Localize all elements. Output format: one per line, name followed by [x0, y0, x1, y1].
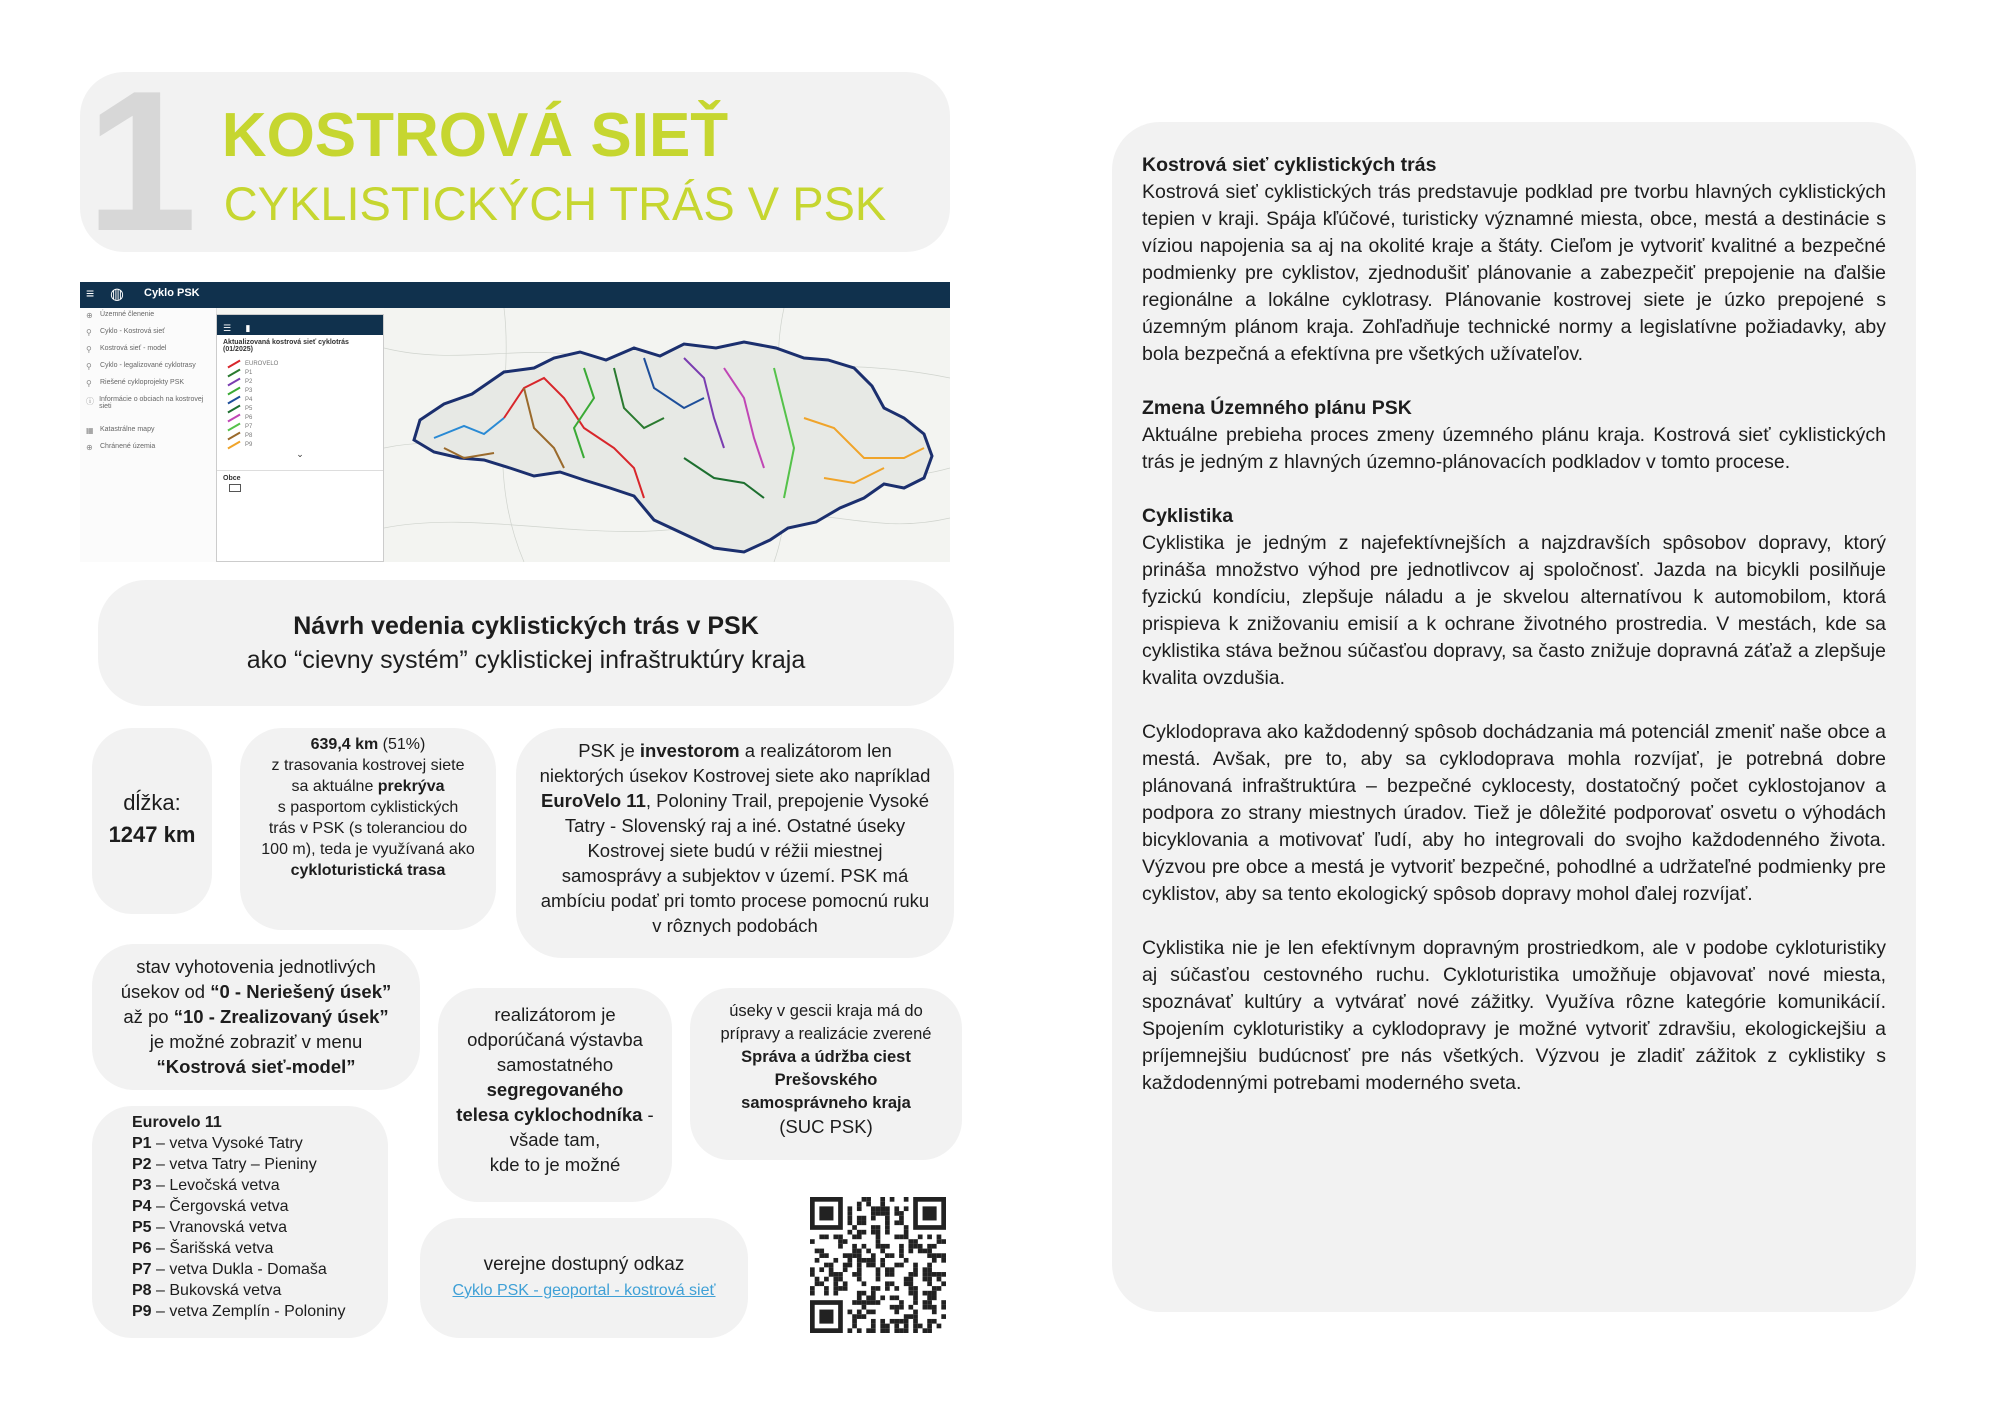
investor-text: a realizátorom len: [739, 740, 892, 761]
status-text: je možné zobraziť v menu: [149, 1031, 363, 1052]
map-sidebar: [80, 308, 217, 562]
overlap-text: sa aktuálne: [291, 778, 378, 795]
branch-item: [132, 1133, 388, 1154]
navrh-card: [98, 580, 954, 706]
legend-item[interactable]: [217, 431, 383, 440]
status-text-bold: “Kostrová sieť-model”: [156, 1056, 356, 1077]
overlap-text: 100 m), teda je využívaná ako: [261, 841, 475, 858]
geoportal-link[interactable]: Cyklo PSK - geoportal - kostrová sieť: [452, 1282, 716, 1299]
overlap-text: s pasportom cyklistických: [277, 799, 459, 816]
legend-item[interactable]: [217, 413, 383, 422]
overlap-text: z trasovania kostrovej siete: [271, 757, 465, 774]
sidebar-item-label: Cyklo - Kostrová sieť: [100, 328, 165, 335]
branch-name: – Čergovská vetva: [151, 1198, 289, 1215]
sections-text-bold: samosprávneho kraja: [741, 1094, 911, 1112]
qr-code[interactable]: [810, 1197, 946, 1333]
status-card: [92, 944, 420, 1090]
implementer-text-bold: telesa cyklochodníka: [456, 1104, 643, 1125]
branch-code: P7: [132, 1261, 152, 1278]
bike-icon: ⚲: [86, 379, 92, 388]
branch-code: P9: [132, 1303, 152, 1320]
branch-name: – vetva Tatry – Pieniny: [151, 1156, 317, 1173]
legend-label: P9: [245, 441, 253, 448]
legend-item[interactable]: [217, 377, 383, 386]
implementer-text: samostatného: [496, 1054, 614, 1075]
trash-icon[interactable]: ▮: [245, 323, 251, 333]
sidebar-item[interactable]: [80, 440, 216, 457]
legend-line-swatch: [227, 395, 240, 404]
sidebar-item-label: Cyklo - legalizované cyklotrasy: [100, 362, 196, 369]
section-paragraph: Cyklistika je jedným z najefektívnejších a najzdravších spôsobov dopravy, ktorý prináša množstvo výhod pre jednotlivcov aj spoločnosť. Jazda na bicykli posilňuje fyzickú kondíciu, zlepšuje náladu a je skvelou alternatívou k automobilom, ktorá prispieva k znižovaniu emisií a k ochrane životného prostredia. V mestách, kde sa cyklistika stáva bežnou súčasťou dopravy, sa často znižuje dopravná záťaž a zlepšuje kvalita ovzdušia.: [1142, 532, 1886, 689]
sidebar-item[interactable]: [80, 359, 216, 376]
branch-code: P5: [132, 1219, 152, 1236]
map-icon: ▦: [86, 426, 94, 435]
sidebar-item[interactable]: [80, 423, 216, 440]
status-text: úsekov od: [120, 981, 211, 1002]
section-heading: Kostrová sieť cyklistických trás: [1142, 154, 1437, 176]
branch-item: [132, 1196, 388, 1217]
investor-text: Kostrovej siete budú v réžii miestnej: [587, 840, 883, 861]
status-text: stav vyhotovenia jednotlivých: [136, 956, 376, 977]
status-text-bold: “0 - Neriešený úsek”: [210, 981, 392, 1002]
globe-icon: ◍: [110, 286, 124, 303]
branch-name: – Šarišská vetva: [151, 1240, 274, 1257]
legend-label: P1: [245, 369, 253, 376]
sidebar-item[interactable]: [80, 325, 216, 342]
investor-text: PSK je: [578, 740, 640, 761]
branch-name: – vetva Zemplín - Poloniny: [151, 1303, 346, 1320]
legend-item[interactable]: [217, 368, 383, 377]
polygon-swatch-icon: [229, 484, 241, 492]
sections-card: [690, 988, 962, 1160]
section-number: 1: [86, 50, 198, 273]
legend-line-swatch: [227, 422, 240, 431]
legend-item[interactable]: [217, 359, 383, 368]
branch-code: P3: [132, 1177, 152, 1194]
branch-code: P2: [132, 1156, 152, 1173]
legend-label: P2: [245, 378, 253, 385]
overlap-km: 639,4 km: [310, 736, 379, 753]
branch-code: Eurovelo 11: [132, 1114, 222, 1131]
sections-text: prípravy a realizácie zverené: [720, 1025, 932, 1043]
length-label: dĺžka:: [123, 790, 181, 815]
list-icon[interactable]: ☰: [223, 323, 232, 333]
grid-icon: ⊕: [86, 311, 93, 320]
page-title: KOSTROVÁ SIEŤ: [221, 101, 729, 170]
implementer-text: -: [642, 1104, 654, 1125]
app-title: Cyklo PSK: [144, 287, 200, 299]
investor-text: samosprávy a subjektov v území. PSK má: [561, 865, 909, 886]
title-card: [80, 50, 950, 273]
sidebar-item[interactable]: [80, 308, 216, 325]
section-paragraph: Kostrová sieť cyklistických trás predstavuje podklad pre tvorbu hlavných cyklistických tepien v kraji. Spája kľúčové, turisticky významné miesta, obce, mestá a destinácie s víziou napojenia sa aj na okolité kraje a štáty. Cieľom je vytvoriť kvalitné a bezpečné podmienky pre cyklistov, zjednodušiť plánovanie a zabezpečiť prepojenie na ďalšie regionálne a lokálne cyklotrasy. Plánovanie kostrovej siete je úzko prepojené s územným plánom kraja. Zohľadňuje technické normy a legislatívne požiadavky, aby bola bezpečná a efektívna pre všetkých užívateľov.: [1142, 181, 1886, 365]
legend-label: P7: [245, 423, 253, 430]
map-screenshot: [80, 282, 950, 562]
legend-line-swatch: [227, 368, 240, 377]
info-icon: ⓘ: [86, 397, 94, 406]
branch-item: [132, 1259, 388, 1280]
app-topbar: [80, 282, 950, 308]
branch-code: P8: [132, 1282, 152, 1299]
legend-label: P3: [245, 387, 253, 394]
obce-panel-title: Obce: [223, 475, 241, 482]
sidebar-item-label: Katastrálne mapy: [100, 426, 155, 433]
investor-text: niektorých úsekov Kostrovej siete ako napríklad: [539, 765, 931, 786]
layer-panel-title: Aktualizovaná kostrová sieť cyklotrás (01/2025): [223, 339, 349, 353]
bike-icon: ⚲: [86, 328, 92, 337]
bike-icon: ⚲: [86, 362, 92, 371]
branch-name: – Vranovská vetva: [151, 1219, 288, 1236]
branch-code: P1: [132, 1135, 152, 1152]
branch-item: [132, 1238, 388, 1259]
sidebar-item-label: Kostrová sieť - model: [100, 345, 167, 352]
branch-name: – Bukovská vetva: [151, 1282, 282, 1299]
branch-name: – Levočská vetva: [151, 1177, 280, 1194]
length-value: 1247 km: [108, 822, 196, 847]
implementer-text: realizátorom je: [494, 1004, 616, 1025]
overlap-card: [240, 728, 496, 930]
sidebar-item[interactable]: [80, 376, 216, 393]
legend-line-swatch: [227, 377, 240, 386]
branch-item: [132, 1175, 388, 1196]
investor-text: ambíciu podať pri tomto procese pomocnú ruku: [540, 890, 930, 911]
legend-label: P6: [245, 414, 253, 421]
branch-code: P4: [132, 1198, 152, 1215]
page-subtitle: CYKLISTICKÝCH TRÁS V PSK: [223, 177, 887, 230]
navrh-subheading: ako “cievny systém” cyklistickej infraštruktúry kraja: [246, 646, 806, 674]
investor-text: v rôznych podobách: [652, 915, 818, 936]
section-heading: Cyklistika: [1142, 505, 1234, 527]
legend-item[interactable]: [217, 404, 383, 413]
description-card: [1112, 122, 1916, 1312]
implementer-text: kde to je možné: [489, 1154, 621, 1175]
layer-panel-toolbar: [217, 315, 383, 335]
sections-text: (SUC PSK): [779, 1116, 873, 1137]
layer-panel: [216, 314, 384, 562]
legend-item[interactable]: [217, 422, 383, 431]
legend-label: P8: [245, 432, 253, 439]
branch-code: P6: [132, 1240, 152, 1257]
legend-line-swatch: [227, 359, 240, 368]
branch-item: [132, 1154, 388, 1175]
status-text-bold: “10 - Zrealizovaný úsek”: [173, 1006, 389, 1027]
sidebar-item[interactable]: [80, 393, 216, 423]
legend-line-swatch: [227, 431, 240, 440]
branch-name: – vetva Vysoké Tatry: [151, 1135, 303, 1152]
globe-icon: ⊕: [86, 443, 93, 452]
legend-item[interactable]: [217, 440, 383, 449]
bike-icon: ⚲: [86, 345, 92, 354]
chevron-down-icon[interactable]: ⌄: [296, 449, 304, 459]
legend-line-swatch: [227, 440, 240, 449]
link-card: [420, 1218, 748, 1338]
sidebar-item-label: Informácie o obciach na kostrovej sieti: [99, 396, 204, 410]
overlap-text: trás v PSK (s toleranciou do: [268, 820, 468, 837]
branch-item: [132, 1301, 388, 1322]
branch-item: [132, 1280, 388, 1301]
sections-text-bold: Prešovského: [774, 1071, 878, 1089]
implementer-text: všade tam,: [509, 1129, 601, 1150]
investor-text: Tatry - Slovenský raj a iné. Ostatné úseky: [564, 815, 906, 836]
legend-line-swatch: [227, 386, 240, 395]
overlap-pct: (51%): [378, 736, 426, 753]
section-paragraph: Cyklistika nie je len efektívnym dopravným prostriedkom, ale v podobe cykloturistiky aj súčasťou cestovného ruchu. Cykloturistika umožňuje objavovať nové miesta, spoznávať kultúry a vytvárať nové zážitky. Využíva rôzne kategórie komunikácií. Spojením cykloturistiky a cyklodopravy je možné vytvoriť zdravšiu, ekologickejšiu a príjemnejšiu budúcnosť pre nás všetkých. Výzvou je zladiť zážitok z cyklistiky s každodennými potrebami moderného sveta.: [1142, 937, 1886, 1094]
region-map: [384, 308, 950, 562]
sections-text: úseky v gescii kraja má do: [729, 1002, 923, 1020]
branch-item: [132, 1112, 388, 1133]
status-text: až po: [123, 1006, 174, 1027]
sections-text-bold: Správa a údržba ciest: [741, 1048, 911, 1066]
sidebar-item-label: Chránené územia: [100, 443, 156, 450]
legend-line-swatch: [227, 404, 240, 413]
legend-label: P5: [245, 405, 253, 412]
branch-item: [132, 1217, 388, 1238]
sidebar-item[interactable]: [80, 342, 216, 359]
branch-name: – vetva Dukla - Domaša: [151, 1261, 327, 1278]
section-heading: Zmena Územného plánu PSK: [1142, 397, 1412, 419]
implementer-text: odporúčaná výstavba: [467, 1029, 643, 1050]
sidebar-item-label: Riešené cykloprojekty PSK: [100, 379, 185, 386]
navrh-heading: Návrh vedenia cyklistických trás v PSK: [293, 612, 759, 640]
legend-item[interactable]: [217, 386, 383, 395]
link-label: verejne dostupný odkaz: [483, 1254, 685, 1275]
overlap-text-bold: prekrýva: [377, 778, 445, 795]
investor-card: [516, 728, 954, 958]
legend-line-swatch: [227, 413, 240, 422]
sidebar-item-label: Územné členenie: [100, 311, 155, 318]
length-card: [92, 728, 212, 914]
hamburger-icon[interactable]: ≡: [86, 285, 95, 301]
investor-text: , Poloniny Trail, prepojenie Vysoké: [645, 790, 930, 811]
legend-label: P4: [245, 396, 253, 403]
section-paragraph: Aktuálne prebieha proces zmeny územného plánu kraja. Kostrová sieť cyklistických trás je jedným z hlavných územno-plánovacích podkladov v tomto procese.: [1142, 424, 1886, 473]
legend-item[interactable]: [217, 395, 383, 404]
legend-label: EUROVELO: [245, 360, 279, 367]
investor-text-bold: investorom: [639, 740, 740, 761]
implementer-text-bold: segregovaného: [486, 1079, 624, 1100]
overlap-text-bold: cykloturistická trasa: [290, 862, 446, 879]
investor-text-bold: EuroVelo 11: [540, 790, 646, 811]
section-paragraph: Cyklodoprava ako každodenný spôsob dochádzania má potenciál zmeniť naše obce a mestá. Avšak, pre to, aby sa cyklodoprava mohla rozvíjať, je potrebná dobre plánovaná infraštruktúra – bezpečné cyklocesty, dostatočný počet cyklostojanov a podpora zo strany miestnych úradov. Tiež je dôležité podporovať osvetu o výhodách bicyklovania a motivovať ľudí, aby ho integrovali do svojho každodenného života. Výzvou pre obce a mestá je vytvoriť bezpečné, pohodlné a udržateľné podmienky pre cyklistov, aby sa tento ekologický spôsob dopravy mohol ďalej rozvíjať.: [1142, 721, 1886, 905]
branches-card: [92, 1106, 388, 1338]
implementer-card: [438, 988, 672, 1202]
